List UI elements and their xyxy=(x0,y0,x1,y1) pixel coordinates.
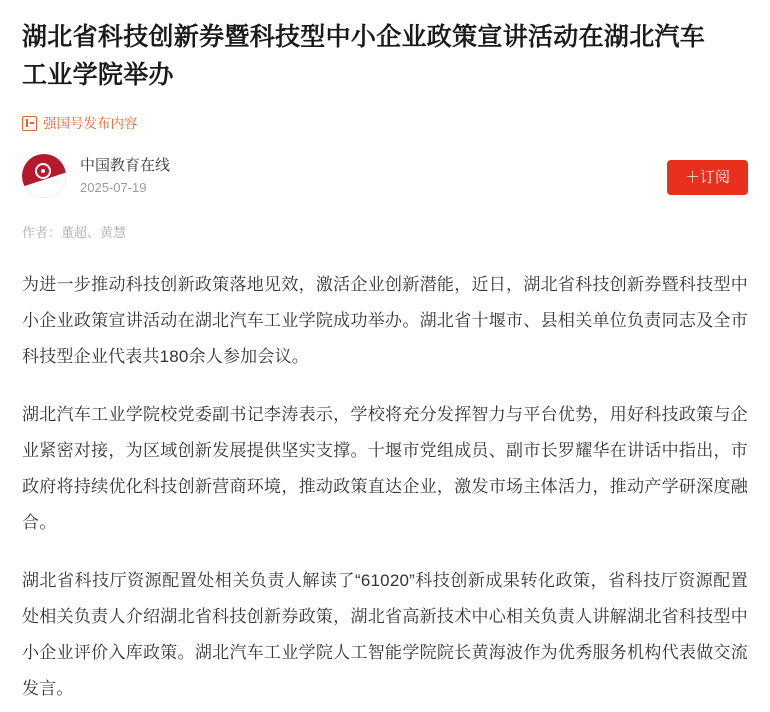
subscribe-button[interactable]: ＋订阅 xyxy=(667,160,748,195)
avatar-logo-icon xyxy=(35,163,51,179)
badge-row xyxy=(22,116,748,131)
page-title: 湖北省科技创新券暨科技型中小企业政策宣讲活动在湖北汽车工业学院举办 xyxy=(22,23,706,89)
paragraph: 湖北汽车工业学院校党委副书记李涛表示，学校将充分发挥智力与平台优势，用好科技政策与企业紧密对接，为区域创新发展提供坚实支撑。十堰市党组成员、副市长罗耀华在讲话中指出，市政府将持续优化科技创新营商环境，推动政策直达企业，激发市场主体活力，推动产学研深度融合。 xyxy=(22,405,748,532)
source-meta xyxy=(80,155,170,198)
article-body xyxy=(22,267,748,707)
paragraph: 湖北省科技厅资源配置处相关负责人解读了“61020”科技创新成果转化政策，省科技厅资源配置处相关负责人介绍湖北省科技创新券政策，湖北省高新技术中心相关负责人讲解湖北省科技型中小企业评价入库政策。湖北汽车工业学院人工智能学院院长黄海波作为优秀服务机构代表做交流发言。 xyxy=(22,571,748,698)
paragraph: 为进一步推动科技创新政策落地见效，激活企业创新潜能，近日，湖北省科技创新券暨科技型中小企业政策宣讲活动在湖北汽车工业学院成功举办。湖北省十堰市、县相关单位负责同志及全市科技型企业代表共180余人参加会议。 xyxy=(22,275,748,366)
author-line: 作者：董超、黄慧 xyxy=(22,225,127,240)
document-badge-icon xyxy=(22,116,37,131)
source-row xyxy=(22,153,748,199)
avatar[interactable] xyxy=(22,154,66,198)
badge-label: 强国号发布内容 xyxy=(43,116,138,131)
publish-date: 2025-07-19 xyxy=(80,179,147,195)
publisher-badge[interactable] xyxy=(22,116,138,131)
source-name[interactable]: 中国教育在线 xyxy=(80,156,171,174)
